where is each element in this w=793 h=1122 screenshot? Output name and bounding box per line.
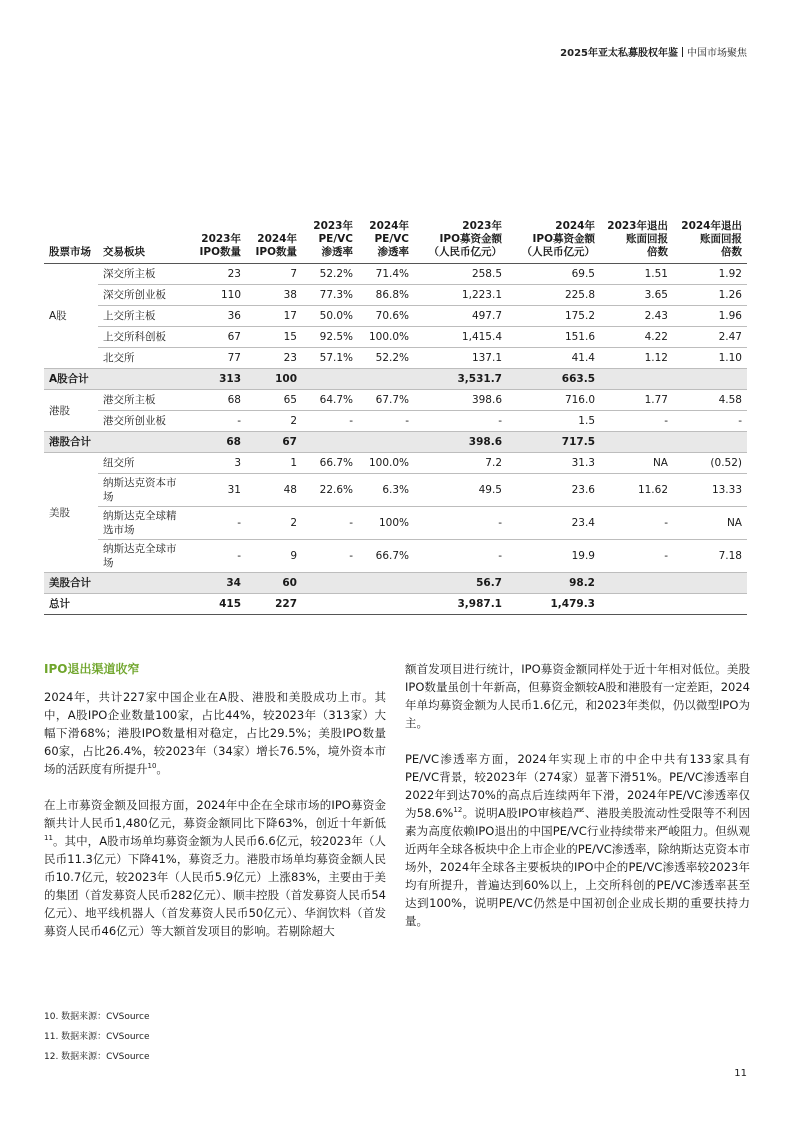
table-body [44, 264, 747, 615]
board-cell: 纽交所 [98, 453, 190, 474]
table-row [44, 285, 747, 306]
table-cell: 67 [246, 432, 302, 453]
header-divider [682, 47, 683, 57]
table-cell: - [600, 411, 673, 432]
footnote-ref-11: 11 [44, 834, 53, 843]
table-cell [673, 594, 747, 615]
table-cell: 77.3% [302, 285, 358, 306]
footnote-ref-12: 12 [453, 806, 463, 815]
table-row [44, 507, 747, 540]
table-cell: 398.6 [414, 390, 507, 411]
table-cell: 50.0% [302, 306, 358, 327]
table-cell: 663.5 [507, 369, 600, 390]
footnotes [44, 1007, 150, 1067]
table-cell: NA [673, 507, 747, 540]
board-cell: 深交所创业板 [98, 285, 190, 306]
table-cell: 86.8% [358, 285, 414, 306]
table-cell: (0.52) [673, 453, 747, 474]
table-cell: 38 [246, 285, 302, 306]
ipo-table [44, 220, 747, 615]
footnote-11: 11. 数据来源：CVSource [44, 1032, 150, 1042]
board-cell: 港交所主板 [98, 390, 190, 411]
table-cell: 2.47 [673, 327, 747, 348]
column-header: 2024年 IPO募资金额 （人民币亿元） [507, 220, 600, 264]
footnote-12: 12. 数据来源：CVSource [44, 1052, 150, 1062]
table-cell [358, 573, 414, 594]
table-cell [600, 369, 673, 390]
table-cell [358, 594, 414, 615]
table-cell: - [190, 411, 246, 432]
table-cell: 100 [246, 369, 302, 390]
table-cell: 71.4% [358, 264, 414, 285]
table-cell: - [302, 540, 358, 573]
market-cell: 港股 [44, 390, 98, 432]
table-cell [600, 432, 673, 453]
table-cell: 36 [190, 306, 246, 327]
table-cell: 258.5 [414, 264, 507, 285]
board-cell: 上交所科创板 [98, 327, 190, 348]
table-cell: 15 [246, 327, 302, 348]
footnote-ref-10: 10 [147, 762, 157, 771]
page-number: 11 [734, 1068, 747, 1079]
paragraph-1: 2024年，共计227家中国企业在A股、港股和美股成功上市。其中，A股IPO企业数量100家，占比44%，较2023年（313家）大幅下滑68%；港股IPO数量相对稳定，占比29.5%；美股IPO数量60家，占比26.4%，较2023年（34家）增长76.5%，境外资本市场的活跃度有所提升$^{10}$。 [44, 690, 386, 776]
board-cell: 上交所主板 [98, 306, 190, 327]
table-cell [358, 432, 414, 453]
subtotal-row [44, 432, 747, 453]
table-cell: 100% [358, 507, 414, 540]
table-cell: 23 [246, 348, 302, 369]
table-cell: 3,987.1 [414, 594, 507, 615]
table-cell: - [414, 507, 507, 540]
table-cell [600, 594, 673, 615]
table-cell: 68 [190, 432, 246, 453]
table-cell: 13.33 [673, 474, 747, 507]
table-cell: 52.2% [302, 264, 358, 285]
table-cell: 57.1% [302, 348, 358, 369]
table-cell: 1.92 [673, 264, 747, 285]
table-cell: 7.18 [673, 540, 747, 573]
board-cell: 深交所主板 [98, 264, 190, 285]
table-cell: 398.6 [414, 432, 507, 453]
table-cell: - [302, 507, 358, 540]
table-row [44, 306, 747, 327]
table-cell: 3 [190, 453, 246, 474]
table-cell: 66.7% [358, 540, 414, 573]
board-cell: 北交所 [98, 348, 190, 369]
table-row [44, 264, 747, 285]
column-header: 2024年 PE/VC 渗透率 [358, 220, 414, 264]
section-title: IPO退出渠道收窄 [44, 662, 140, 676]
table-cell: 1,415.4 [414, 327, 507, 348]
table-cell: 48 [246, 474, 302, 507]
table-cell: 1.12 [600, 348, 673, 369]
paragraph-3: PE/VC渗透率方面，2024年实现上市的中企中共有133家具有PE/VC背景，较2023年（274家）显著下滑51%。PE/VC渗透率自2022年到达70%的高点后连续两年下滑，2024年PE/VC渗透率仅为58.6%$^{12}$。说明A股IPO审核趋严、港股美股流动性受限等不利因素为高度依赖IPO退出的中国PE/VC行业持续带来严峻阻力。但纵观近两年全球各板块中企上市企业的PE/VC渗透率，除纳斯达克资本市场外，2024年全球各主要板块的IPO中企的PE/VC渗透率较2023年均有所提升，普遍达到60%以上，上交所科创的PE/VC渗透率甚至达到100%，说明PE/VC仍然是中国初创企业成长期的重要扶持力量。 [405, 752, 750, 928]
column-header: 股票市场 [44, 220, 98, 264]
column-header: 交易板块 [98, 220, 190, 264]
table-cell: 98.2 [507, 573, 600, 594]
table-cell: 7 [246, 264, 302, 285]
table-cell [673, 573, 747, 594]
table-cell: 52.2% [358, 348, 414, 369]
table-cell: 1.5 [507, 411, 600, 432]
table-cell: 77 [190, 348, 246, 369]
table-cell: 717.5 [507, 432, 600, 453]
table-row [44, 453, 747, 474]
market-cell: 美股 [44, 453, 98, 573]
table-cell: 66.7% [302, 453, 358, 474]
table-cell: 100.0% [358, 327, 414, 348]
subtotal-label: A股合计 [44, 369, 190, 390]
table-cell: 34 [190, 573, 246, 594]
table-cell: 225.8 [507, 285, 600, 306]
table-cell: 7.2 [414, 453, 507, 474]
table-cell: 1,223.1 [414, 285, 507, 306]
table-row [44, 327, 747, 348]
table-cell: 137.1 [414, 348, 507, 369]
table-row [44, 474, 747, 507]
board-cell: 纳斯达克全球精选市场 [98, 507, 190, 540]
table-cell [302, 594, 358, 615]
table-row [44, 348, 747, 369]
table-cell: 69.5 [507, 264, 600, 285]
table-cell: 31.3 [507, 453, 600, 474]
board-cell: 纳斯达克资本市场 [98, 474, 190, 507]
report-title: 2025年亚太私募股权年鉴 [560, 48, 678, 59]
table-cell [302, 573, 358, 594]
table-cell: 2 [246, 507, 302, 540]
table-cell: 4.58 [673, 390, 747, 411]
table-cell: 1 [246, 453, 302, 474]
board-cell: 港交所创业板 [98, 411, 190, 432]
board-cell: 纳斯达克全球市场 [98, 540, 190, 573]
table-cell: 497.7 [414, 306, 507, 327]
table-cell: 313 [190, 369, 246, 390]
subtotal-label: 港股合计 [44, 432, 190, 453]
table-cell [302, 369, 358, 390]
column-header: 2023年 IPO募资金额 （人民币亿元） [414, 220, 507, 264]
table-cell: - [414, 540, 507, 573]
table-cell: 1.77 [600, 390, 673, 411]
table-cell: 2.43 [600, 306, 673, 327]
table-cell: 110 [190, 285, 246, 306]
table-cell: 41.4 [507, 348, 600, 369]
column-header: 2023年 IPO数量 [190, 220, 246, 264]
market-cell: A股 [44, 264, 98, 369]
paragraph-2: 在上市募资金额及回报方面，2024年中企在全球市场的IPO募资金额共计人民币1,480亿元，募资金额同比下降63%，创近十年新低$^{11}$。其中，A股市场单均募资金额为人民币6.6亿元，较2023年（人民币11.3亿元）下降41%，募资乏力。港股市场单均募资金额人民币10.7亿元，较2023年（人民币5.9亿元）上涨83%，主要由于美的集团（首发募资人民币282亿元）、顺丰控股（首发募资人民币54亿元）、地平线机器人（首发募资人民币50亿元）、华润饮料（首发募资人民币46亿元）等大额首发项目的影响。若剔除超大 [44, 798, 386, 938]
table-cell: 49.5 [414, 474, 507, 507]
subtotal-label: 美股合计 [44, 573, 190, 594]
column-header: 2024年 IPO数量 [246, 220, 302, 264]
table-cell: 65 [246, 390, 302, 411]
table-cell: 17 [246, 306, 302, 327]
table-cell: - [673, 411, 747, 432]
table-cell: 19.9 [507, 540, 600, 573]
table-cell: 227 [246, 594, 302, 615]
table-cell: 92.5% [302, 327, 358, 348]
table-cell: - [190, 507, 246, 540]
section-name: 中国市场聚焦 [687, 48, 747, 59]
table-cell: 22.6% [302, 474, 358, 507]
table-row [44, 411, 747, 432]
table-cell: - [600, 540, 673, 573]
column-header: 2023年退出 账面回报 倍数 [600, 220, 673, 264]
footnote-10: 10. 数据来源：CVSource [44, 1012, 150, 1022]
table-cell: 68 [190, 390, 246, 411]
page-header [560, 44, 747, 59]
grand-total-row [44, 594, 747, 615]
table-cell: 56.7 [414, 573, 507, 594]
table-cell: 67.7% [358, 390, 414, 411]
left-column [44, 660, 386, 958]
subtotal-row [44, 573, 747, 594]
table-cell: 23.4 [507, 507, 600, 540]
table-cell: 1.26 [673, 285, 747, 306]
table-cell: 67 [190, 327, 246, 348]
table-cell [673, 432, 747, 453]
column-header: 2024年退出 账面回报 倍数 [673, 220, 747, 264]
table-cell: 70.6% [358, 306, 414, 327]
table-header-row [44, 220, 747, 264]
table-cell: 3,531.7 [414, 369, 507, 390]
table-cell [673, 369, 747, 390]
table-cell: 1.96 [673, 306, 747, 327]
table-cell: 1,479.3 [507, 594, 600, 615]
table-cell [358, 369, 414, 390]
table-cell: - [414, 411, 507, 432]
table-cell: 11.62 [600, 474, 673, 507]
table-cell: 6.3% [358, 474, 414, 507]
table-cell: 2 [246, 411, 302, 432]
table-cell: 64.7% [302, 390, 358, 411]
table-cell: 9 [246, 540, 302, 573]
paragraph-2-continued: 额首发项目进行统计，IPO募资金额同样处于近十年相对低位。美股IPO数量虽创十年新高，但募资金额较A股和港股有一定差距，2024年单均募资金额为人民币1.6亿元，和2023年类似，仍以微型IPO为主。 [405, 662, 750, 730]
table-cell: 151.6 [507, 327, 600, 348]
table-cell: 4.22 [600, 327, 673, 348]
table-cell: 60 [246, 573, 302, 594]
table-cell: 716.0 [507, 390, 600, 411]
table-cell: 3.65 [600, 285, 673, 306]
subtotal-row [44, 369, 747, 390]
table-cell: - [302, 411, 358, 432]
table-cell: 1.51 [600, 264, 673, 285]
table-row [44, 390, 747, 411]
table-cell [302, 432, 358, 453]
table-cell: 100.0% [358, 453, 414, 474]
table-cell: 31 [190, 474, 246, 507]
table-cell: - [600, 507, 673, 540]
table-cell: - [358, 411, 414, 432]
right-column [405, 660, 750, 948]
table-cell: 1.10 [673, 348, 747, 369]
table-cell: 23 [190, 264, 246, 285]
table-cell: 175.2 [507, 306, 600, 327]
table-cell: 415 [190, 594, 246, 615]
table-row [44, 540, 747, 573]
table-cell: - [190, 540, 246, 573]
table-cell: NA [600, 453, 673, 474]
grand-total-label: 总计 [44, 594, 190, 615]
column-header: 2023年 PE/VC 渗透率 [302, 220, 358, 264]
table-cell [600, 573, 673, 594]
table-cell: 23.6 [507, 474, 600, 507]
